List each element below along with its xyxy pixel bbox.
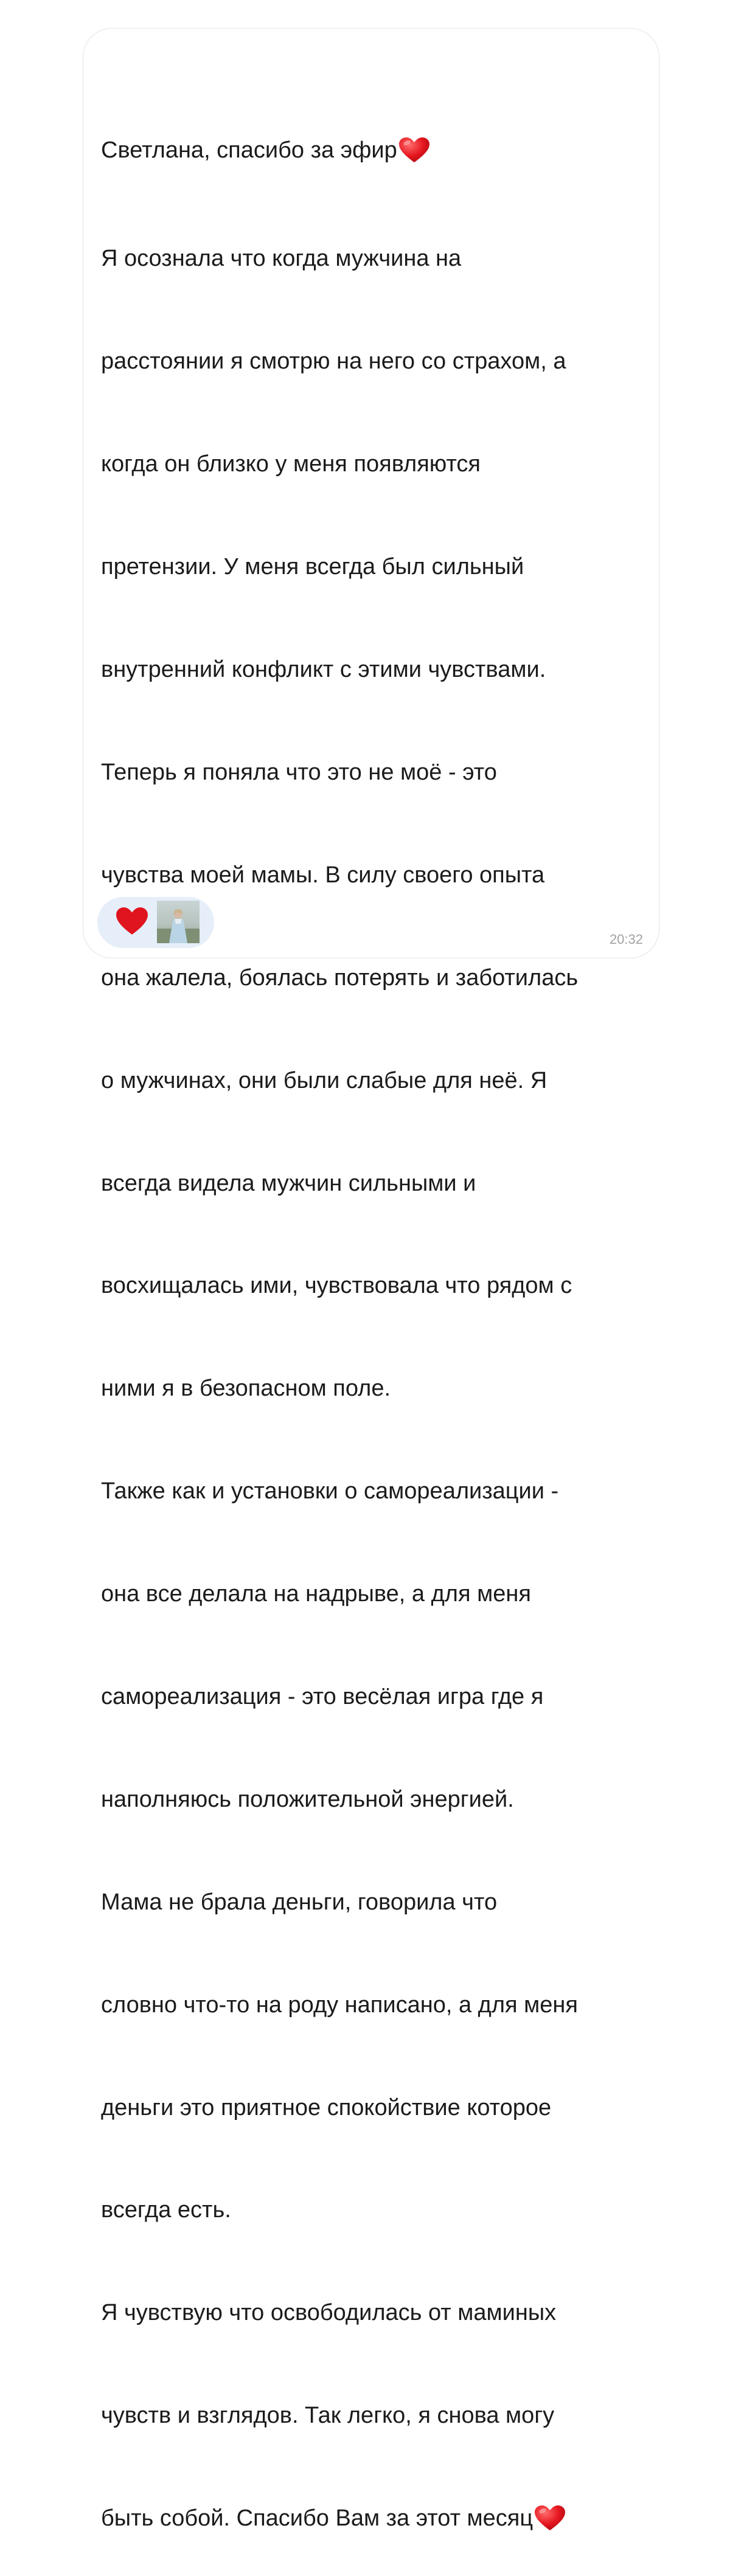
- message-line: внутренний конфликт с этими чувствами.: [101, 657, 546, 683]
- message-line: Я осознала что когда мужчина на: [101, 246, 462, 272]
- message-line: чувств и взглядов. Так легко, я снова могу: [101, 2403, 555, 2429]
- message-line: Мама не брала деньги, говорила что: [101, 1889, 498, 1915]
- message-line: Теперь я поняла что это не моё - это: [101, 759, 497, 785]
- message-line: восхищалась ими, чувствовала что рядом с: [101, 1273, 572, 1299]
- avatar[interactable]: [157, 901, 200, 943]
- message-line: Я чувствую что освободилась от маминых: [101, 2300, 557, 2326]
- red-heart-icon: [398, 137, 430, 173]
- message-text: [101, 64, 648, 2576]
- message-line: всегда есть.: [101, 2197, 231, 2223]
- red-heart-icon: [534, 2505, 566, 2541]
- message-line: расстоянии я смотрю на него со страхом, а: [101, 348, 566, 375]
- message-line: когда он близко у меня появляются: [101, 451, 481, 477]
- message-line: она все делала на надрыве, а для меня: [101, 1581, 531, 1607]
- message-line: ними я в безопасном поле.: [101, 1376, 391, 1402]
- message-line: самореализация - это весёлая игра где я: [101, 1683, 544, 1709]
- message-line: быть собой. Спасибо Вам за этот месяц: [101, 2501, 648, 2541]
- message-line: чувства моей мамы. В силу своего опыта: [101, 862, 545, 888]
- reaction-pill[interactable]: [97, 897, 214, 948]
- message-line: о мужчинах, они были слабые для неё. Я: [101, 1067, 548, 1093]
- message-line: словно что-то на роду написано, а для меня: [101, 1992, 578, 2018]
- message-line: деньги это приятное спокойствие которое: [101, 2094, 552, 2121]
- message-line: наполняюсь положительной энергией.: [101, 1786, 514, 1812]
- message-timestamp: 20:32: [609, 932, 643, 947]
- red-heart-icon: [116, 907, 148, 939]
- message-line: всегда видела мужчин сильными и: [101, 1170, 476, 1196]
- message-line: претензии. У меня всегда был сильный: [101, 554, 524, 580]
- message-line: она жалела, боялась потерять и заботилась: [101, 964, 579, 991]
- message-line: Светлана, спасибо за эфир: [101, 133, 648, 173]
- message-line: Также как и установки о самореализации -: [101, 1478, 559, 1504]
